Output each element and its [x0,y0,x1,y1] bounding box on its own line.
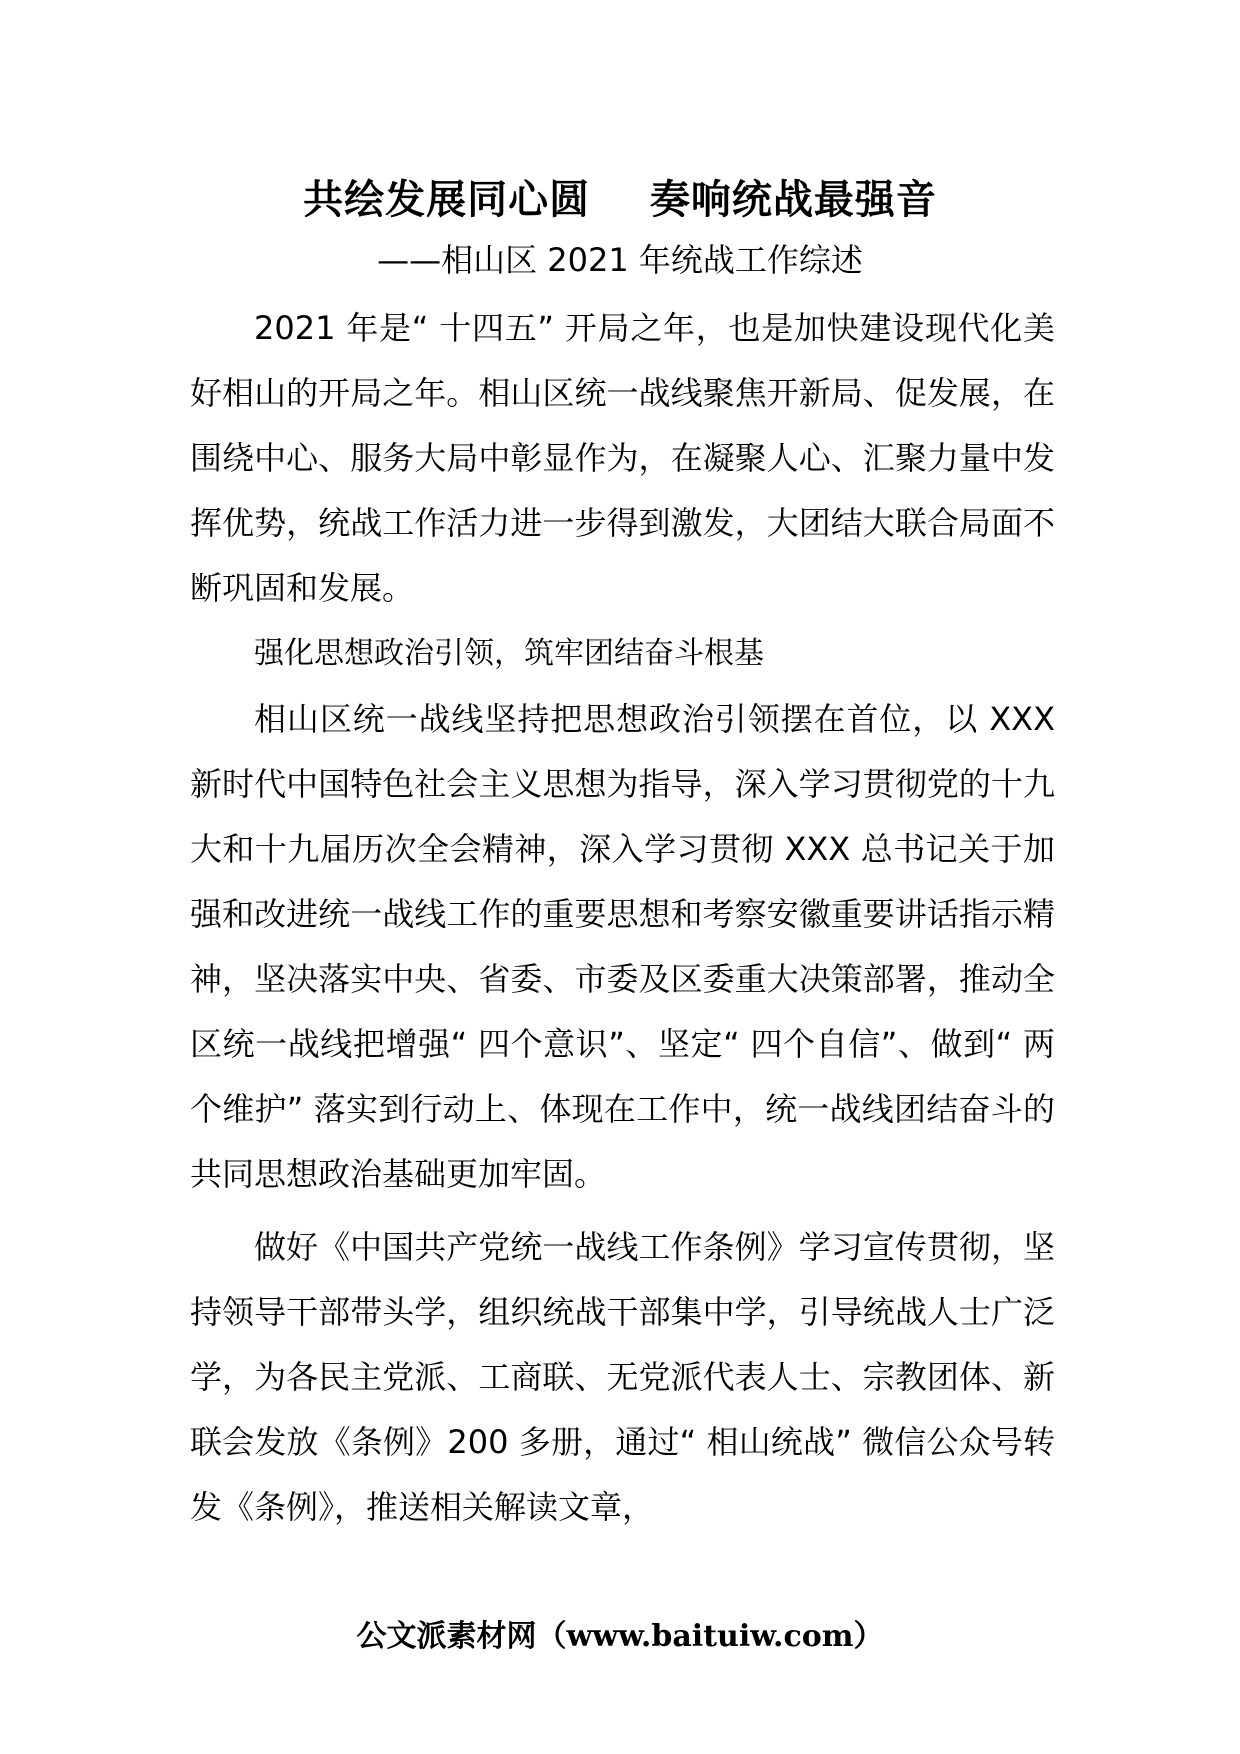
document-subtitle: ——相山区 2021 年统战工作综述 [377,241,863,279]
paragraph-gap [190,1207,1055,1215]
section-heading: 强化思想政治引领，筑牢团结奋斗根基 [254,636,764,671]
footer-watermark: 公文派素材网（www.baituiw.com） [356,1619,884,1654]
document-title: 共绘发展同心圆 奏响统战最强音 [303,177,937,223]
document-body [190,296,1055,1540]
intro-paragraph: 2021 年是“ 十四五” 开局之年，也是加快建设现代化美好相山的开局之年。相山区统一战线聚焦开新局、促发展，在围绕中心、服务大局中彰显作为，在凝聚人心、汇聚力量中发挥优势，统战工作活力进一步得到激发，大团结大联合局面不断巩固和发展。 [190,309,1055,607]
body-paragraph: 做好《中国共产党统一战线工作条例》学习宣传贯彻，坚持领导干部带头学，组织统战干部集中学，引导统战人士广泛学，为各民主党派、工商联、无党派代表人士、宗教团体、新联会发放《条例》200 多册，通过“ 相山统战” 微信公众号转发《条例》，推送相关解读文章， [190,1228,1055,1526]
body-paragraph: 相山区统一战线坚持把思想政治引领摆在首位，以 XXX 新时代中国特色社会主义思想为指导，深入学习贯彻党的十九大和十九届历次全会精神，深入学习贯彻 XXX 总书记关于加强和改进统一战线工作的重要思想和考察安徽重要讲话指示精神，坚决落实中央、省委、市委及区委重大决策部署，推动全区统一战线把增强“ 四个意识”、坚定“ 四个自信”、做到“ 两个维护” 落实到行动上、体现在工作中，统一战线团结奋斗的共同思想政治基础更加牢固。 [190,700,1055,1193]
